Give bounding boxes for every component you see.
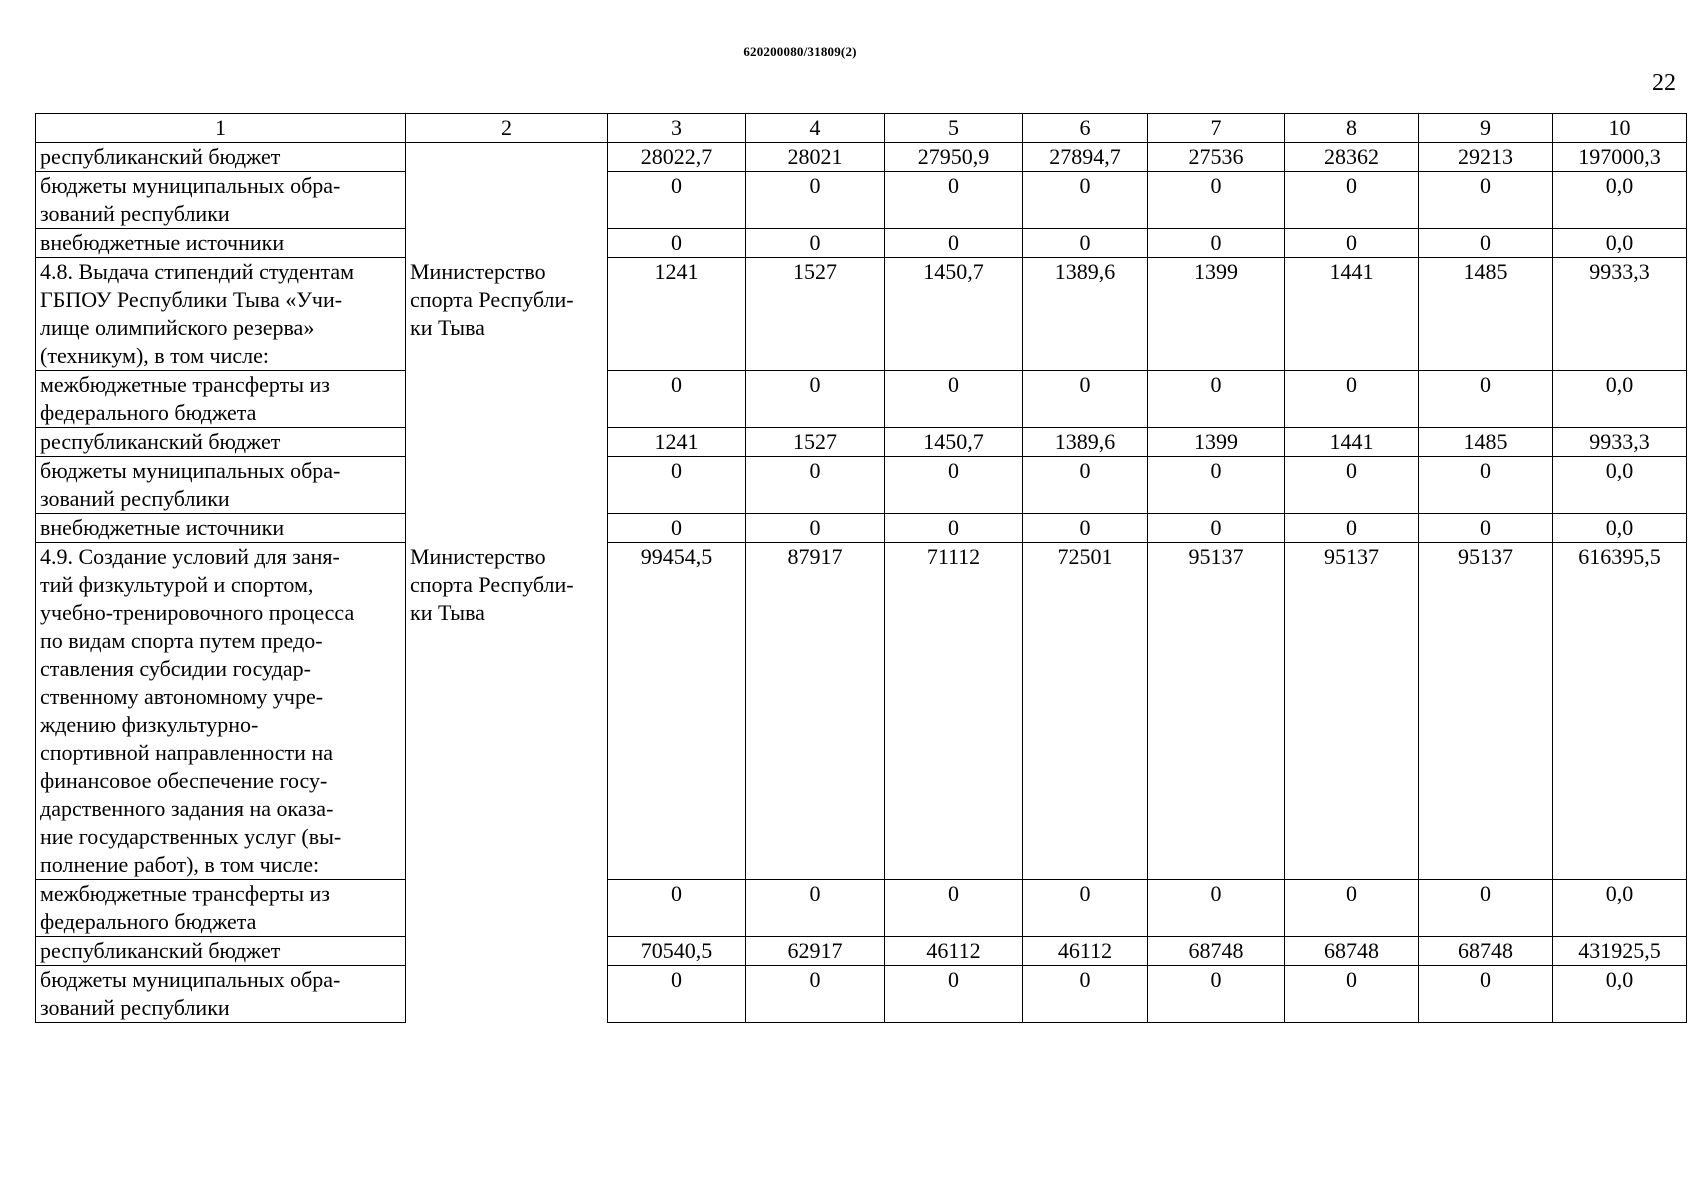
value-cell: 1485 — [1419, 258, 1553, 371]
value-cell: 0 — [1023, 457, 1148, 514]
value-cell: 1241 — [608, 428, 746, 457]
value-cell: 0 — [1285, 457, 1419, 514]
value-cell: 1441 — [1285, 428, 1419, 457]
table-row — [36, 172, 1687, 229]
value-cell: 1389,6 — [1023, 258, 1148, 371]
value-cell: 0 — [608, 514, 746, 543]
row-description: внебюджетные источники — [36, 229, 406, 258]
value-cell: 0 — [1419, 172, 1553, 229]
value-cell: 0,0 — [1553, 966, 1687, 1023]
value-cell: 70540,5 — [608, 937, 746, 966]
value-cell: 0 — [1148, 966, 1285, 1023]
value-cell: 27894,7 — [1023, 143, 1148, 172]
table-row — [36, 258, 1687, 371]
table-row — [36, 371, 1687, 428]
table-row — [36, 966, 1687, 1023]
value-cell: 0 — [1148, 229, 1285, 258]
responsible-cell: Министерство спорта Республи- ки Тыва — [406, 258, 608, 543]
value-cell: 0,0 — [1553, 172, 1687, 229]
value-cell: 95137 — [1148, 543, 1285, 880]
value-cell: 0 — [1285, 371, 1419, 428]
value-cell: 0 — [1023, 966, 1148, 1023]
value-cell: 1399 — [1148, 428, 1285, 457]
value-cell: 0 — [1023, 514, 1148, 543]
header-cell: 2 — [406, 114, 608, 143]
value-cell: 1485 — [1419, 428, 1553, 457]
value-cell: 0 — [1148, 172, 1285, 229]
table-row — [36, 514, 1687, 543]
row-description: бюджеты муниципальных обра- зований республики — [36, 966, 406, 1023]
value-cell: 0,0 — [1553, 371, 1687, 428]
header-cell: 4 — [746, 114, 885, 143]
value-cell: 1450,7 — [885, 428, 1023, 457]
value-cell: 0 — [885, 514, 1023, 543]
value-cell: 0 — [885, 172, 1023, 229]
value-cell: 0 — [1148, 880, 1285, 937]
value-cell: 0 — [1148, 457, 1285, 514]
value-cell: 0 — [1148, 514, 1285, 543]
value-cell: 0 — [1285, 880, 1419, 937]
header-cell: 9 — [1419, 114, 1553, 143]
value-cell: 0 — [1285, 966, 1419, 1023]
value-cell: 1450,7 — [885, 258, 1023, 371]
row-description: республиканский бюджет — [36, 937, 406, 966]
value-cell: 0 — [1285, 172, 1419, 229]
value-cell: 0 — [1285, 514, 1419, 543]
value-cell: 95137 — [1419, 543, 1553, 880]
value-cell: 0 — [608, 371, 746, 428]
value-cell: 0 — [1419, 457, 1553, 514]
value-cell: 0 — [608, 457, 746, 514]
value-cell: 0 — [1419, 514, 1553, 543]
header-cell: 8 — [1285, 114, 1419, 143]
value-cell: 27950,9 — [885, 143, 1023, 172]
value-cell: 29213 — [1419, 143, 1553, 172]
header-cell: 1 — [36, 114, 406, 143]
value-cell: 0 — [1419, 371, 1553, 428]
value-cell: 0 — [1023, 172, 1148, 229]
row-description: республиканский бюджет — [36, 428, 406, 457]
value-cell: 1399 — [1148, 258, 1285, 371]
value-cell: 0 — [1023, 229, 1148, 258]
value-cell: 9933,3 — [1553, 428, 1687, 457]
value-cell: 68748 — [1285, 937, 1419, 966]
row-description: бюджеты муниципальных обра- зований республики — [36, 457, 406, 514]
value-cell: 0 — [1023, 371, 1148, 428]
value-cell: 0 — [746, 172, 885, 229]
value-cell: 28021 — [746, 143, 885, 172]
row-description: республиканский бюджет — [36, 143, 406, 172]
value-cell: 616395,5 — [1553, 543, 1687, 880]
value-cell: 0 — [608, 966, 746, 1023]
row-description: межбюджетные трансферты из федерального бюджета — [36, 371, 406, 428]
value-cell: 72501 — [1023, 543, 1148, 880]
value-cell: 1389,6 — [1023, 428, 1148, 457]
table-row — [36, 457, 1687, 514]
value-cell: 1441 — [1285, 258, 1419, 371]
value-cell: 0 — [885, 371, 1023, 428]
value-cell: 0 — [885, 880, 1023, 937]
responsible-cell — [406, 143, 608, 258]
row-description: 4.8. Выдача стипендий студентам ГБПОУ Республики Тыва «Учи- лище олимпийского резерва» (техникум), в том числе: — [36, 258, 406, 371]
value-cell: 87917 — [746, 543, 885, 880]
value-cell: 0 — [1419, 880, 1553, 937]
value-cell: 68748 — [1148, 937, 1285, 966]
value-cell: 0,0 — [1553, 457, 1687, 514]
value-cell: 1241 — [608, 258, 746, 371]
page-number: 22 — [1652, 70, 1676, 96]
value-cell: 0 — [746, 966, 885, 1023]
row-description: бюджеты муниципальных обра- зований республики — [36, 172, 406, 229]
document-code: 620200080/31809(2) — [743, 44, 857, 59]
value-cell: 0 — [1419, 229, 1553, 258]
value-cell: 0 — [1148, 371, 1285, 428]
value-cell: 9933,3 — [1553, 258, 1687, 371]
value-cell: 46112 — [1023, 937, 1148, 966]
value-cell: 0 — [746, 229, 885, 258]
header-cell: 5 — [885, 114, 1023, 143]
value-cell: 68748 — [1419, 937, 1553, 966]
value-cell: 1527 — [746, 428, 885, 457]
value-cell: 0 — [746, 514, 885, 543]
value-cell: 0 — [608, 880, 746, 937]
value-cell: 0 — [885, 229, 1023, 258]
row-description: внебюджетные источники — [36, 514, 406, 543]
value-cell: 46112 — [885, 937, 1023, 966]
table-row — [36, 543, 1687, 880]
row-description: 4.9. Создание условий для заня- тий физкультурой и спортом, учебно-тренировочного процесса по видам спорта путем предо- ставления субсидии государ- ственному автономному учре- ждению физкультурно- спортивной направленности на финансовое обеспечение госу- дарственного задания на оказа- ние государственных услуг (вы- полнение работ), в том числе: — [36, 543, 406, 880]
value-cell: 197000,3 — [1553, 143, 1687, 172]
value-cell: 0,0 — [1553, 880, 1687, 937]
value-cell: 0 — [746, 880, 885, 937]
header-cell: 3 — [608, 114, 746, 143]
table-row — [36, 229, 1687, 258]
table-row — [36, 143, 1687, 172]
value-cell: 0,0 — [1553, 229, 1687, 258]
table-row — [36, 880, 1687, 937]
header-row — [36, 114, 1687, 143]
value-cell: 71112 — [885, 543, 1023, 880]
value-cell: 0 — [885, 457, 1023, 514]
responsible-cell: Министерство спорта Республи- ки Тыва — [406, 543, 608, 1023]
value-cell: 62917 — [746, 937, 885, 966]
table-row — [36, 428, 1687, 457]
value-cell: 0 — [608, 229, 746, 258]
value-cell: 0 — [1419, 966, 1553, 1023]
value-cell: 0 — [746, 457, 885, 514]
row-description: межбюджетные трансферты из федерального бюджета — [36, 880, 406, 937]
value-cell: 27536 — [1148, 143, 1285, 172]
header-cell: 6 — [1023, 114, 1148, 143]
value-cell: 99454,5 — [608, 543, 746, 880]
value-cell: 1527 — [746, 258, 885, 371]
value-cell: 0 — [1023, 880, 1148, 937]
value-cell: 431925,5 — [1553, 937, 1687, 966]
value-cell: 0 — [608, 172, 746, 229]
value-cell: 95137 — [1285, 543, 1419, 880]
header-cell: 10 — [1553, 114, 1687, 143]
header-cell: 7 — [1148, 114, 1285, 143]
value-cell: 28022,7 — [608, 143, 746, 172]
value-cell: 0 — [885, 966, 1023, 1023]
value-cell: 0,0 — [1553, 514, 1687, 543]
value-cell: 0 — [746, 371, 885, 428]
value-cell: 28362 — [1285, 143, 1419, 172]
budget-table — [35, 113, 1687, 1023]
value-cell: 0 — [1285, 229, 1419, 258]
table-row — [36, 937, 1687, 966]
